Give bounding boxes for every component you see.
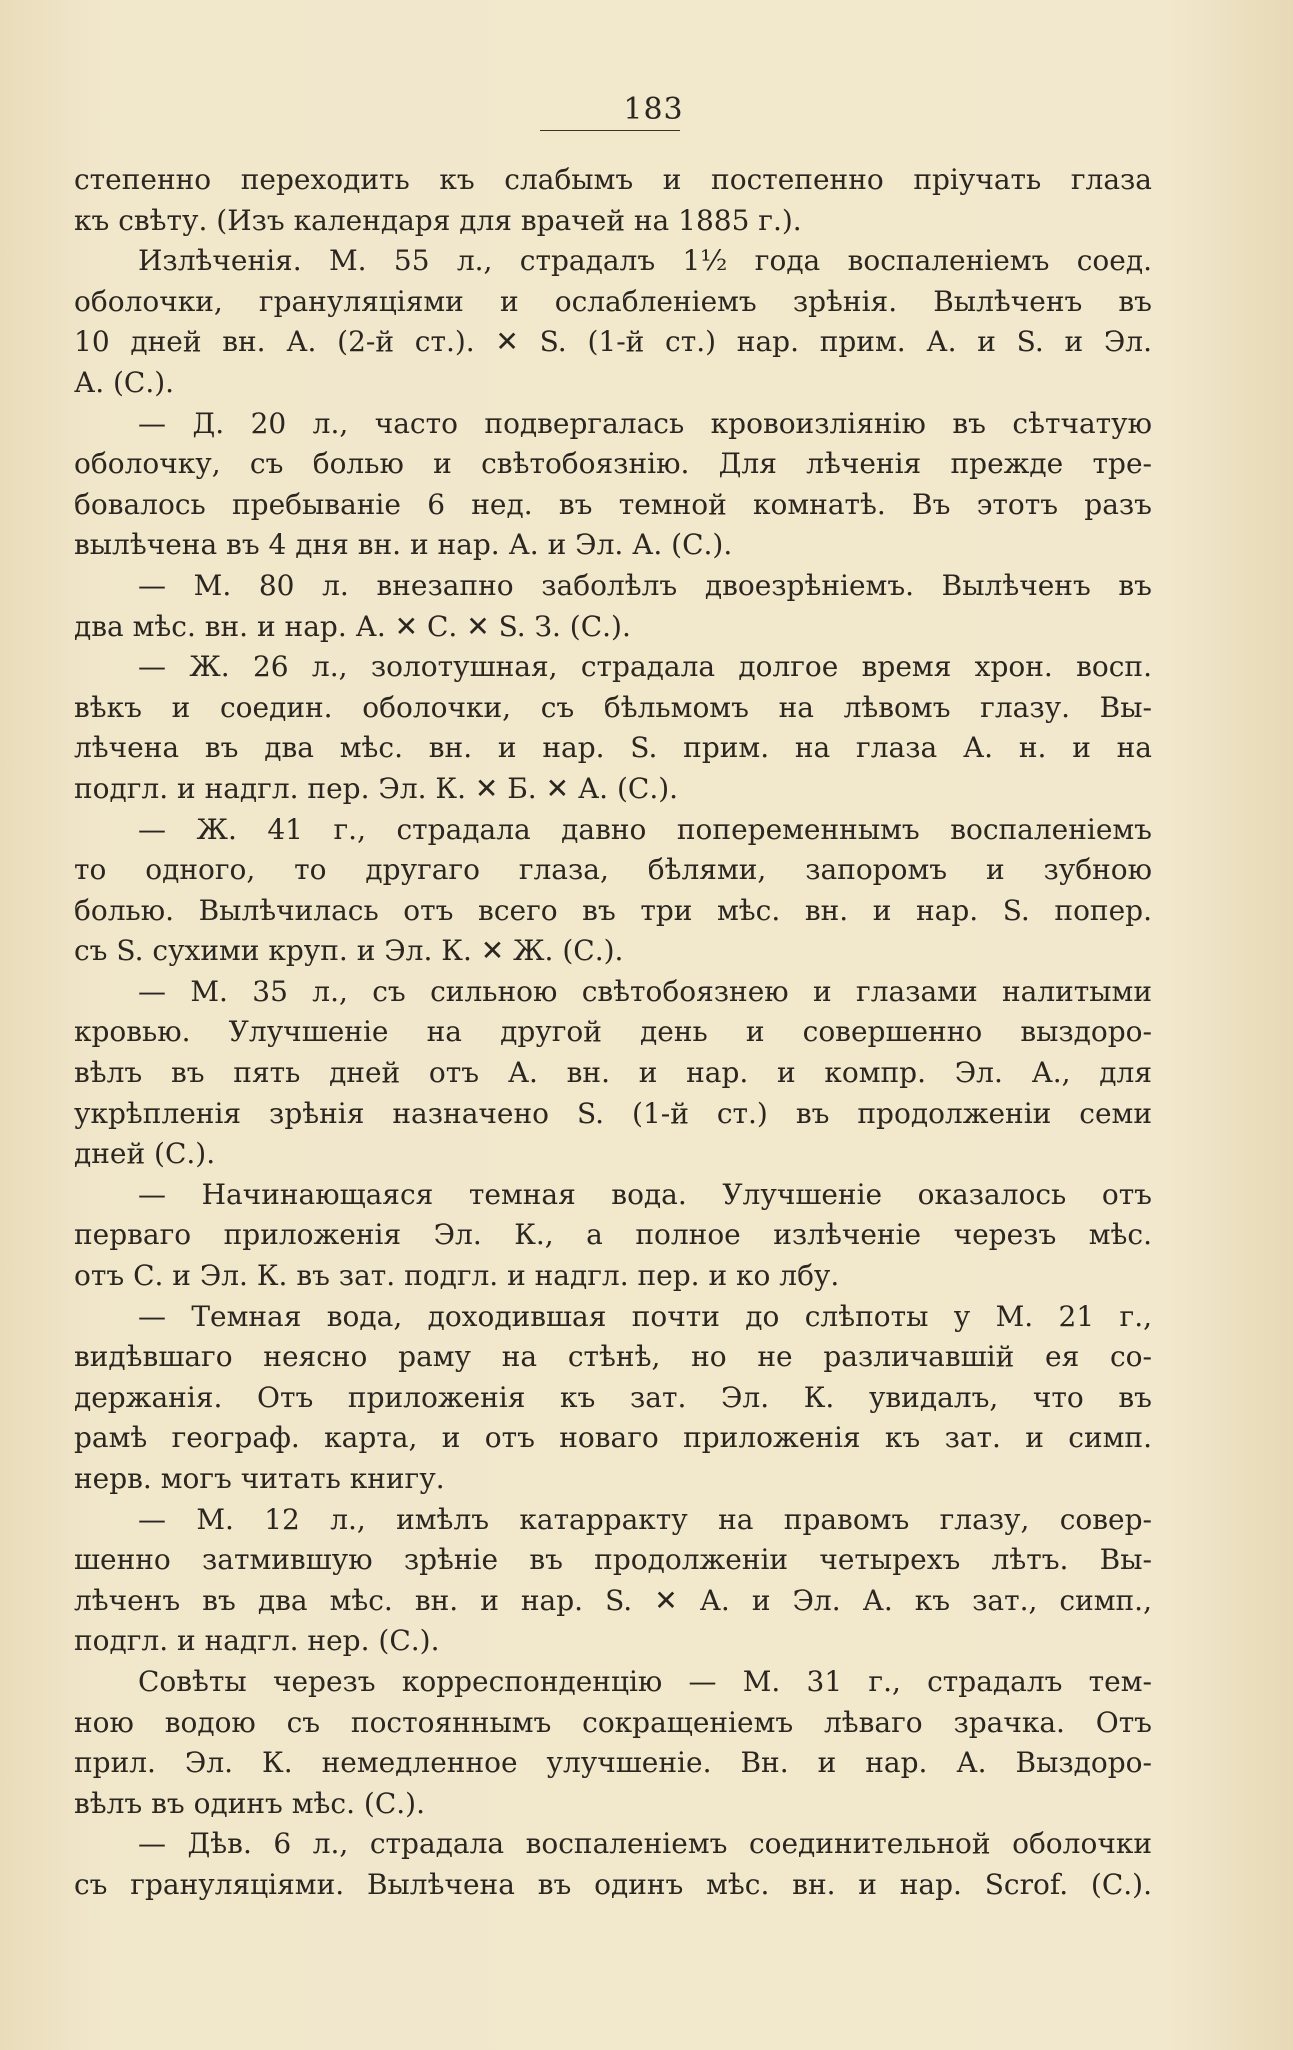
text-line: подгл. и надгл. пер. Эл. К. ✕ Б. ✕ А. (С.). [74, 771, 679, 805]
text-line: — Д. 20 л., часто подвергалась кровоизліянію въ сѣтчатую [138, 406, 1152, 440]
text-line: — М. 12 л., имѣлъ катарракту на правомъ глазу, совер- [138, 1502, 1152, 1536]
text-line: подгл. и надгл. нер. (С.). [74, 1624, 440, 1658]
text-line: прил. Эл. К. немедленное улучшеніе. Вн. и нар. А. Выздоро- [74, 1746, 1152, 1780]
text-line: — М. 35 л., съ сильною свѣтобоязнею и глазами налитыми [138, 974, 1152, 1008]
text-line: держанія. Отъ приложенія къ зат. Эл. К. увидалъ, что въ [74, 1380, 1152, 1414]
text-line: — Темная вода, доходившая почти до слѣпоты у М. 21 г., [138, 1299, 1152, 1333]
text-line: вѣкъ и соедин. оболочки, съ бѣльмомъ на лѣвомъ глазу. Вы- [74, 690, 1152, 724]
text-line: видѣвшаго неясно раму на стѣнѣ, но не различавшій ея со- [74, 1340, 1152, 1374]
text-line: бовалось пребываніе 6 нед. въ темной комнатѣ. Въ этотъ разъ [74, 487, 1152, 521]
text-line: А. (С.). [74, 365, 175, 399]
text-line: съ S. сухими круп. и Эл. К. ✕ Ж. (С.). [74, 934, 624, 968]
text-line: оболочки, грануляціями и ослабленіемъ зрѣнія. Вылѣченъ въ [74, 284, 1152, 318]
text-line: то одного, то другаго глаза, бѣлями, запоромъ и зубною [74, 853, 1152, 887]
text-line: лѣчена въ два мѣс. вн. и нар. S. прим. на глаза А. н. и на [74, 731, 1152, 765]
text-line: вѣлъ въ одинъ мѣс. (С.). [74, 1786, 425, 1820]
text-line: вѣлъ въ пять дней отъ А. вн. и нар. и компр. Эл. А., для [74, 1056, 1152, 1090]
text-line: — М. 80 л. внезапно заболѣлъ двоезрѣніемъ. Вылѣченъ въ [138, 568, 1152, 602]
text-line: — Ж. 26 л., золотушная, страдала долгое время хрон. восп. [138, 650, 1152, 684]
page-number: 183 [623, 92, 684, 127]
text-line: Излѣченія. М. 55 л., страдалъ 1½ года воспаленіемъ соед. [138, 244, 1152, 278]
text-line: рамѣ географ. карта, и отъ новаго приложенія къ зат. и симп. [74, 1421, 1152, 1455]
text-line: дней (С.). [74, 1137, 216, 1171]
text-line: оболочку, съ болью и свѣтобоязнію. Для лѣченія прежде тре- [74, 447, 1152, 481]
text-line: перваго приложенія Эл. К., а полное излѣченіе черезъ мѣс. [74, 1218, 1152, 1252]
text-line: съ грануляціями. Вылѣчена въ одинъ мѣс. вн. и нар. Scrof. (С.). [74, 1867, 1152, 1901]
page-header [0, 92, 1293, 127]
body-text [74, 160, 1152, 1906]
text-line: отъ С. и Эл. К. въ зат. подгл. и надгл. пер. и ко лбу. [74, 1259, 840, 1293]
text-line: нерв. могъ читать книгу. [74, 1462, 445, 1495]
text-line: два мѣс. вн. и нар. А. ✕ С. ✕ S. З. (С.). [74, 609, 631, 643]
text-line: ною водою съ постояннымъ сокращеніемъ лѣваго зрачка. Отъ [74, 1705, 1152, 1739]
text-line: 10 дней вн. А. (2-й ст.). ✕ S. (1-й ст.) нар. прим. А. и S. и Эл. [74, 325, 1152, 359]
text-line: степенно переходить къ слабымъ и постепенно пріучать глаза [74, 163, 1152, 196]
text-line: Совѣты черезъ корреспонденцію — М. 31 г., страдалъ тем- [138, 1664, 1152, 1698]
text-line: вылѣчена въ 4 дня вн. и нар. А. и Эл. А. (С.). [74, 528, 733, 562]
text-line: шенно затмившую зрѣніе въ продолженіи четырехъ лѣтъ. Вы- [74, 1543, 1152, 1577]
text-line: — Дѣв. 6 л., страдала воспаленіемъ соединительной оболочки [138, 1827, 1152, 1861]
text-line: — Ж. 41 г., страдала давно попеременнымъ воспаленіемъ [138, 812, 1152, 846]
text-line: лѣченъ въ два мѣс. вн. и нар. S. ✕ А. и Эл. А. къ зат., симп., [74, 1583, 1152, 1617]
text-line: укрѣпленія зрѣнія назначено S. (1-й ст.) въ продолженіи семи [74, 1096, 1152, 1130]
text-line: болью. Вылѣчилась отъ всего въ три мѣс. вн. и нар. S. попер. [74, 893, 1152, 927]
text-line: къ свѣту. (Изъ календаря для врачей на 1885 г.). [74, 203, 802, 237]
text-line: — Начинающаяся темная вода. Улучшеніе оказалось отъ [138, 1177, 1152, 1211]
header-rule [540, 130, 680, 131]
text-line: кровью. Улучшеніе на другой день и совершенно выздоро- [74, 1015, 1152, 1049]
